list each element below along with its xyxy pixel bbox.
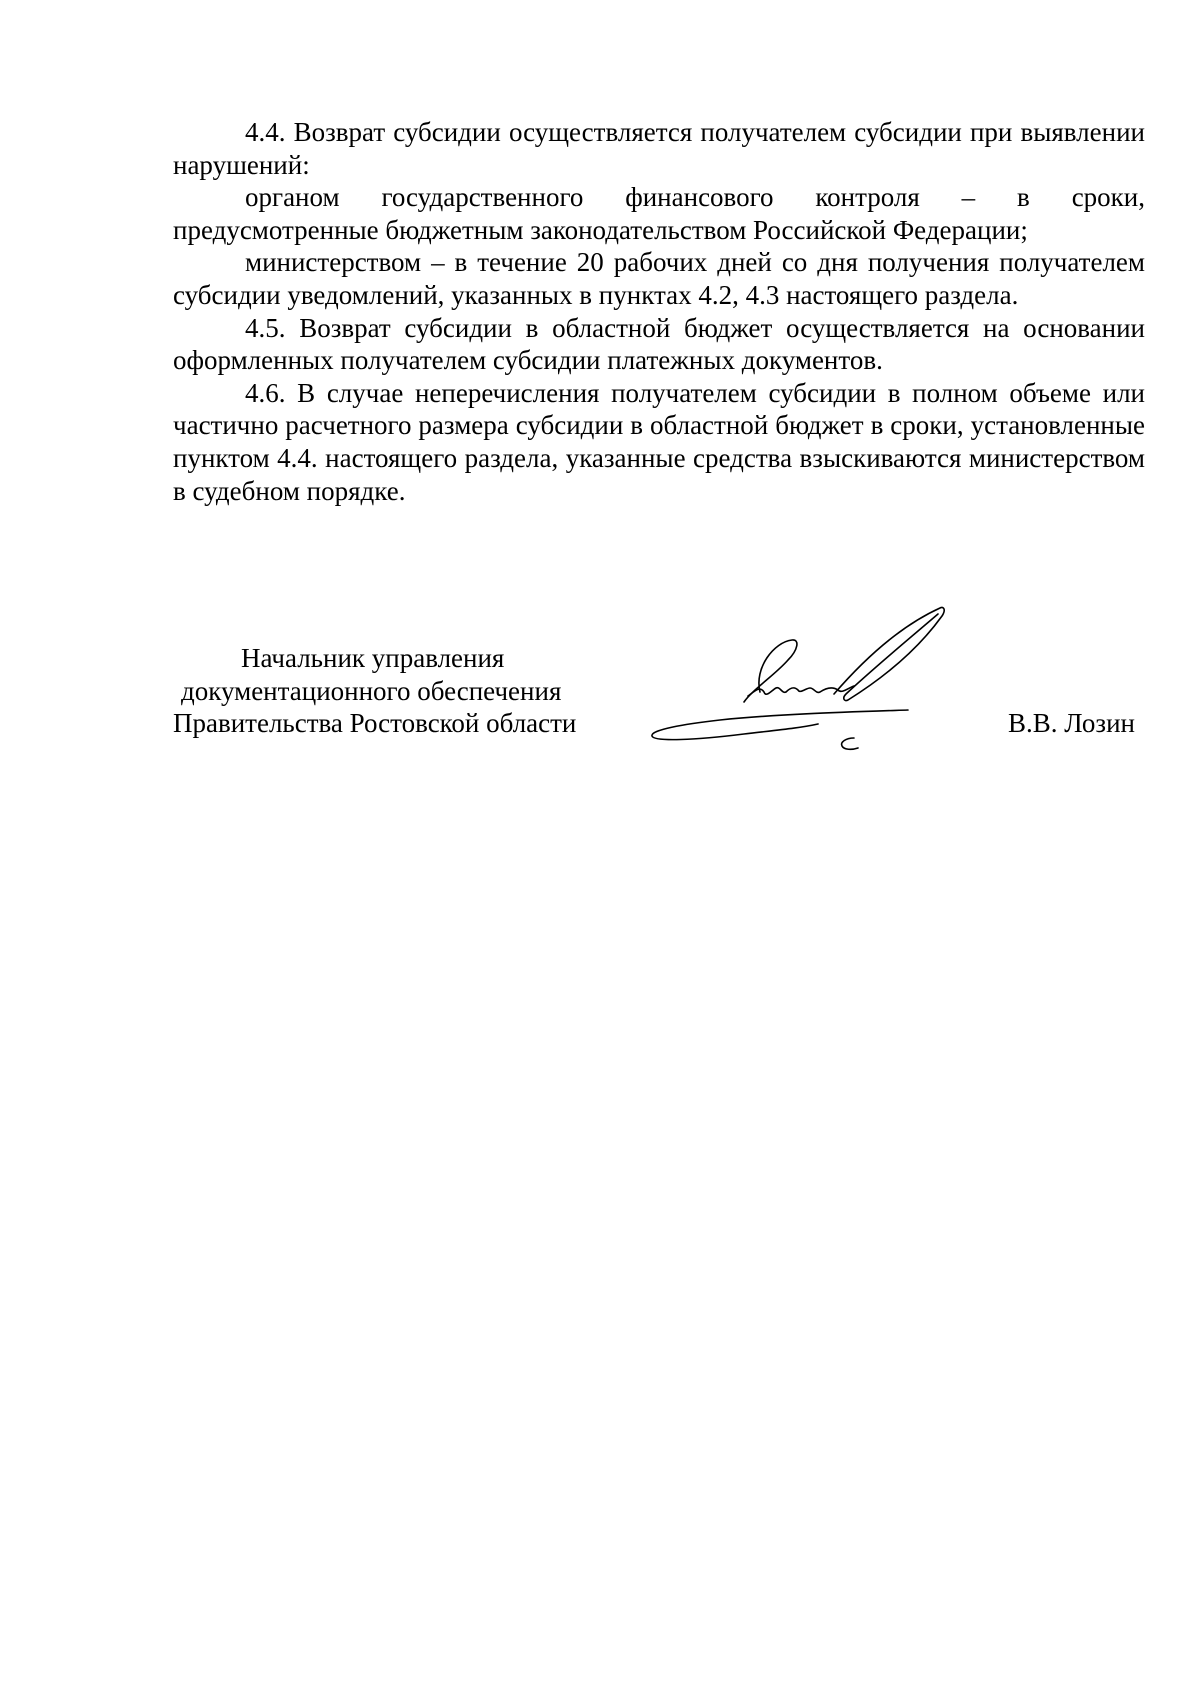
paragraph-4-6: 4.6. В случае неперечисления получателем субсидии в полном объеме или частично расчетного размера субсидии в областной бюджет в сроки, установленные пунктом 4.4. настоящего раздела, указанные средства взыскиваются министерством в судебном порядке. xyxy=(173,377,1145,506)
signatory-position-line: Правительства Ростовской области xyxy=(173,708,577,739)
paragraph-financial-control: органом государственного финансового контроля – в сроки, предусмотренные бюджетным законодательством Российской Федерации; xyxy=(173,182,1145,245)
signatory-position-line: документационного обеспечения xyxy=(181,675,562,706)
paragraph-4-5: 4.5. Возврат субсидии в областной бюджет осуществляется на основании оформленных получателем субсидии платежных документов. xyxy=(173,312,1145,376)
signatory-name: В.В. Лозин xyxy=(1008,708,1135,738)
signatory-position-line: Начальник управления xyxy=(241,643,505,673)
handwritten-signature xyxy=(648,606,988,762)
document-body xyxy=(173,116,1145,507)
paragraph-ministry: министерством – в течение 20 рабочих дней со дня получения получателем субсидии уведомлений, указанных в пунктах 4.2, 4.3 настоящего раздела. xyxy=(173,247,1145,310)
paragraph-4-4: 4.4. Возврат субсидии осуществляется получателем субсидии при выявлении нарушений: xyxy=(173,117,1145,180)
signatory-position xyxy=(173,642,613,740)
